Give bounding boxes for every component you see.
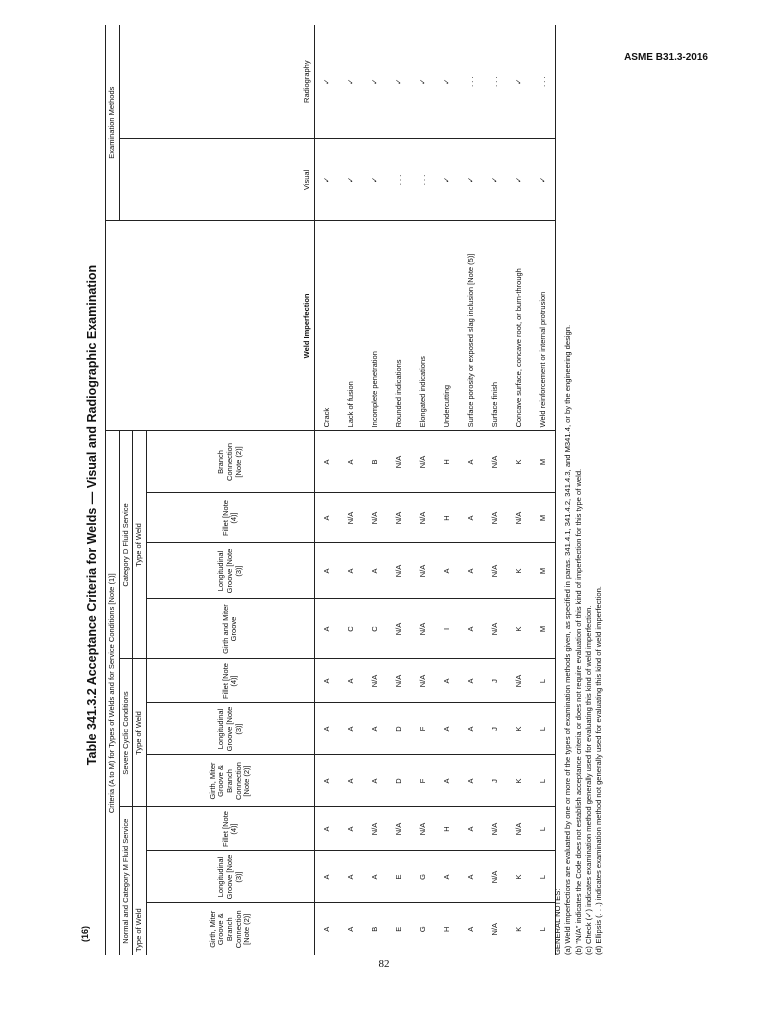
table-row xyxy=(363,25,387,955)
cell-imp: Incomplete penetration xyxy=(363,221,387,431)
cell-d1: A xyxy=(314,599,339,659)
cell-vis: . . . xyxy=(387,139,411,221)
col-normal-fillet: Fillet [Note (4)] xyxy=(146,807,314,851)
cell-s1: A xyxy=(363,755,387,807)
cell-d3: M xyxy=(531,493,556,543)
col-catd-longitudinal: Longitudinal Groove [Note (3)] xyxy=(146,543,314,599)
cell-imp: Concave surface, concave root, or burn-through xyxy=(507,221,531,431)
cell-s1: J xyxy=(483,755,507,807)
cell-d3: H xyxy=(435,493,459,543)
cell-d4: K xyxy=(507,431,531,493)
table-row xyxy=(531,25,556,955)
acceptance-criteria-table xyxy=(105,25,556,955)
cell-rad: ✓ xyxy=(314,25,339,139)
cell-imp: Lack of fusion xyxy=(339,221,363,431)
cell-d1: I xyxy=(435,599,459,659)
cell-n1: E xyxy=(393,926,403,932)
radiography-header: Radiography xyxy=(119,25,314,139)
cell-d3: N/A xyxy=(363,493,387,543)
cell-n1: B xyxy=(369,926,379,932)
cell-d2: A xyxy=(363,543,387,599)
cell-n1: A xyxy=(345,926,355,932)
cell-n1: G xyxy=(417,926,427,933)
note-c: (c) Check (✓) indicates examination method generally used for evaluating this kind of weld imperfection. xyxy=(583,605,593,955)
cell-n2: G xyxy=(411,851,435,903)
cell-n2: A xyxy=(435,851,459,903)
cell-vis: ✓ xyxy=(339,139,363,221)
cell-imp: Crack xyxy=(314,221,339,431)
cell-s3: N/A xyxy=(363,659,387,703)
cell-d1: M xyxy=(531,599,556,659)
cell-n3: A xyxy=(339,807,363,851)
cell-vis: ✓ xyxy=(363,139,387,221)
exam-methods-header: Examination Methods xyxy=(106,25,120,221)
rotated-table-area xyxy=(85,60,685,955)
cell-s3: J xyxy=(483,659,507,703)
cell-rad: ✓ xyxy=(411,25,435,139)
cell-n2: A xyxy=(363,851,387,903)
cell-n2: E xyxy=(387,851,411,903)
cell-s2: D xyxy=(387,703,411,755)
cell-imp: Weld reinforcement or internal protrusion xyxy=(531,221,556,431)
cell-d3: N/A xyxy=(411,493,435,543)
col-severe-fillet: Fillet [Note (4)] xyxy=(146,659,314,703)
table-row xyxy=(459,25,483,955)
cell-d2: K xyxy=(507,543,531,599)
cell-s1: A xyxy=(435,755,459,807)
weld-imperfection-header: Weld Imperfection xyxy=(106,221,315,431)
cell-rad: . . . xyxy=(483,25,507,139)
cell-s3: A xyxy=(435,659,459,703)
cell-d1: N/A xyxy=(387,599,411,659)
table-row xyxy=(411,25,435,955)
catd-type-of-weld: Type of Weld xyxy=(133,431,147,659)
table-row xyxy=(435,25,459,955)
cell-s3: A xyxy=(314,659,339,703)
cell-n1: H xyxy=(441,926,451,932)
col-normal-girth: Girth, Miter Groove & Branch Connection [Note (2)] xyxy=(207,910,252,949)
cell-d2: N/A xyxy=(387,543,411,599)
cell-s3: N/A xyxy=(411,659,435,703)
cell-rad: ✓ xyxy=(387,25,411,139)
cell-d2: N/A xyxy=(411,543,435,599)
cell-d2: A xyxy=(314,543,339,599)
cell-d4: A xyxy=(459,431,483,493)
cell-vis: ✓ xyxy=(459,139,483,221)
table-row xyxy=(314,25,339,955)
table-row xyxy=(483,25,507,955)
cell-s1: A xyxy=(459,755,483,807)
cell-s3: L xyxy=(531,659,556,703)
cell-n3: N/A xyxy=(363,807,387,851)
cell-d2: A xyxy=(435,543,459,599)
cell-rad: ✓ xyxy=(507,25,531,139)
cell-n2: A xyxy=(459,851,483,903)
cell-n1: K xyxy=(513,926,523,932)
cell-n3: H xyxy=(435,807,459,851)
cell-d4: N/A xyxy=(483,431,507,493)
cell-s1: K xyxy=(507,755,531,807)
standard-header: ASME B31.3-2016 xyxy=(624,52,708,63)
cell-d3: N/A xyxy=(339,493,363,543)
cell-n3: N/A xyxy=(387,807,411,851)
notes-heading: GENERAL NOTES: xyxy=(553,888,562,955)
cell-d4: A xyxy=(314,431,339,493)
cell-d3: A xyxy=(314,493,339,543)
cell-d3: N/A xyxy=(507,493,531,543)
cell-s3: A xyxy=(459,659,483,703)
cell-s3: A xyxy=(339,659,363,703)
cell-n2: A xyxy=(314,851,339,903)
cell-n3: A xyxy=(314,807,339,851)
cell-rad: ✓ xyxy=(339,25,363,139)
cell-d2: N/A xyxy=(483,543,507,599)
cell-d4: M xyxy=(531,431,556,493)
cell-n3: L xyxy=(531,807,556,851)
cell-s1: D xyxy=(387,755,411,807)
cell-s2: J xyxy=(483,703,507,755)
note-b: (b) "N/A" indicates the Code does not establish acceptance criteria or does not require evaluation of this kind of imperfection for this type of weld. xyxy=(573,468,583,955)
cell-s1: A xyxy=(314,755,339,807)
cell-vis: . . . xyxy=(411,139,435,221)
col-catd-fillet: Fillet [Note (4)] xyxy=(146,493,314,543)
cell-n1: N/A xyxy=(489,923,499,936)
cell-s1: L xyxy=(531,755,556,807)
cell-d1: N/A xyxy=(411,599,435,659)
cell-d2: A xyxy=(339,543,363,599)
cell-s1: F xyxy=(411,755,435,807)
cell-d1: C xyxy=(363,599,387,659)
cell-d4: N/A xyxy=(411,431,435,493)
normal-service-header: Normal and Category M Fluid Service xyxy=(119,807,133,955)
normal-type-of-weld: Type of Weld xyxy=(133,807,147,955)
cell-s2: K xyxy=(507,703,531,755)
cell-d2: A xyxy=(459,543,483,599)
category-d-header: Category D Fluid Service xyxy=(119,431,133,659)
col-severe-longitudinal: Longitudinal Groove [Note (3)] xyxy=(146,703,314,755)
note-d: (d) Ellipsis (. . .) indicates examination method not generally used for evaluating this kind of weld imperfection. xyxy=(594,586,603,955)
cell-d1: K xyxy=(507,599,531,659)
cell-d3: N/A xyxy=(387,493,411,543)
cell-n2: L xyxy=(531,851,556,903)
page-number: 82 xyxy=(378,958,390,970)
cell-n1: A xyxy=(465,926,475,932)
cell-d4: N/A xyxy=(387,431,411,493)
cell-imp: Surface finish xyxy=(483,221,507,431)
cell-s2: A xyxy=(459,703,483,755)
table-row xyxy=(507,25,531,955)
cell-d4: A xyxy=(339,431,363,493)
severe-cyclic-header: Severe Cyclic Conditions xyxy=(119,659,133,807)
cell-s2: A xyxy=(314,703,339,755)
cell-d1: C xyxy=(339,599,363,659)
col-catd-girth-miter: Girth and Miter Groove xyxy=(146,599,314,659)
col-normal-longitudinal: Longitudinal Groove [Note (3)] xyxy=(146,851,314,903)
cell-imp: Rounded indications xyxy=(387,221,411,431)
cell-d3: N/A xyxy=(483,493,507,543)
table-row xyxy=(387,25,411,955)
cell-s2: L xyxy=(531,703,556,755)
cell-s2: F xyxy=(411,703,435,755)
edition-marker: (16) xyxy=(80,925,90,942)
cell-d4: B xyxy=(363,431,387,493)
cell-vis: ✓ xyxy=(314,139,339,221)
cell-s3: N/A xyxy=(387,659,411,703)
general-notes xyxy=(553,75,604,955)
cell-imp: Elongated indications xyxy=(411,221,435,431)
table-title: Table 341.3.2 Acceptance Criteria for Welds — Visual and Radiographic Examination xyxy=(85,264,99,766)
cell-n3: N/A xyxy=(507,807,531,851)
criteria-heading: Criteria (A to M) for Types of Welds and for Service Conditions [Note (1)] xyxy=(106,431,120,955)
cell-n2: K xyxy=(507,851,531,903)
cell-d1: A xyxy=(459,599,483,659)
cell-n1: A xyxy=(314,903,339,955)
cell-imp: Undercutting xyxy=(435,221,459,431)
cell-s1: A xyxy=(339,755,363,807)
note-a: (a) Weld imperfections are evaluated by one or more of the types of examination methods given, as specified in paras. 341.4.1, 341.4.2, 341.4.3, and M341.4, or by the engineering design. xyxy=(563,324,573,955)
visual-header: Visual xyxy=(119,139,314,221)
cell-rad: ✓ xyxy=(435,25,459,139)
cell-imp: Surface porosity or exposed slag inclusion [Note (5)] xyxy=(459,221,483,431)
cell-rad: . . . xyxy=(459,25,483,139)
cell-n2: N/A xyxy=(483,851,507,903)
cell-d4: H xyxy=(435,431,459,493)
cell-n3: N/A xyxy=(483,807,507,851)
cell-s2: A xyxy=(363,703,387,755)
cell-n1: L xyxy=(531,903,556,955)
cell-n3: A xyxy=(459,807,483,851)
cell-vis: ✓ xyxy=(531,139,556,221)
cell-vis: ✓ xyxy=(507,139,531,221)
cell-n3: N/A xyxy=(411,807,435,851)
cell-rad: . . . xyxy=(531,25,556,139)
cell-rad: ✓ xyxy=(363,25,387,139)
cell-d1: N/A xyxy=(483,599,507,659)
cell-s2: A xyxy=(435,703,459,755)
cell-s3: N/A xyxy=(507,659,531,703)
cell-s2: A xyxy=(339,703,363,755)
table-row xyxy=(339,25,363,955)
cell-d3: A xyxy=(459,493,483,543)
col-severe-girth: Girth, Miter Groove & Branch Connection [Note (2)] xyxy=(146,755,314,807)
cell-d2: M xyxy=(531,543,556,599)
col-catd-branch: Branch Connection [Note (2)] xyxy=(146,431,314,493)
cell-n2: A xyxy=(339,851,363,903)
cell-vis: ✓ xyxy=(435,139,459,221)
cell-vis: ✓ xyxy=(483,139,507,221)
severe-type-of-weld: Type of Weld xyxy=(133,659,147,807)
